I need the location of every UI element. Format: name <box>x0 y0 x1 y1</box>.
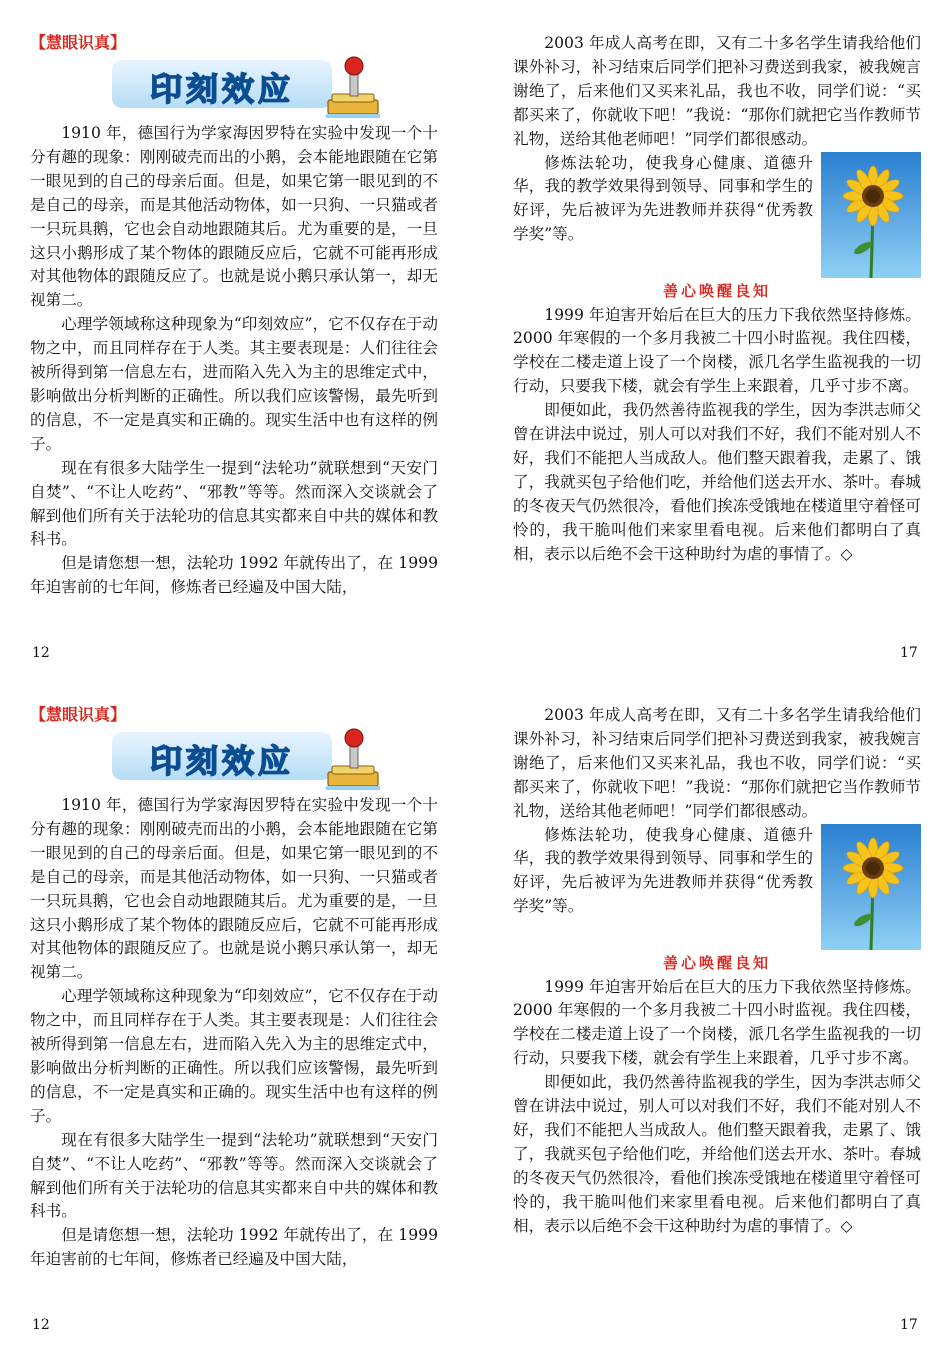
right-paragraph-2: 修炼法轮功，使我身心健康、道德升华，我的教学效果得到领导、同事和学生的好评，先后被评为先进教师并获得“优秀教学奖”等。 <box>513 825 813 916</box>
page-number-right: 17 <box>900 1317 918 1333</box>
left-paragraph-2: 心理学领域称这种现象为“印刻效应”，它不仅存在于动物之中，而且同样存在于人类。其主要表现是：人们往往会被所得到第一信息左右，进而陷入先入为主的思维定式中，影响做出分析判断的正确性。所以我们应该警惕，最先听到的信息，不一定是真实和正确的。现实生活中也有这样的例子。 <box>30 315 438 453</box>
right-paragraph-4: 即便如此，我仍然善待监视我的学生，因为李洪志师父曾在讲法中说过，别人可以对我们不好，我们不能对别人不好，我们不能把人当成敌人。他们整天跟着我，走累了、饿了，我就买包子给他们吃，并给他们送去开水、茶叶。春城的冬夜天气仍然很冷，看他们挨冻受饿地在楼道里守着怪可怜的，我干脆叫他们来家里看电视。后来他们都明白了真相，表示以后绝不会干这种助纣为虐的事情了。◇ <box>513 1073 921 1235</box>
spread-sheet-top <box>0 0 950 672</box>
page-number-left: 12 <box>32 1317 50 1333</box>
section-subheading: 善心唤醒良知 <box>662 953 771 972</box>
stamp-icon <box>326 726 380 792</box>
banner-title: 印刻效应 <box>149 70 294 108</box>
column-tag: 【慧眼识真】 <box>30 33 127 52</box>
article-banner <box>30 54 438 120</box>
sunflower-image <box>821 824 921 950</box>
left-paragraph-1: 1910 年，德国行为学家海因罗特在实验中发现一个十分有趣的现象：刚刚破壳而出的小鹅，会本能地跟随在它第一眼见到的自己的母亲后面。但是，如果它第一眼见到的不是自己的母亲，而是其他活动物体，如一只狗、一只猫或者一只玩具鹅，它也会自动地跟随其后。尤为重要的是，一旦这只小鹅形成了某个物体的跟随反应后，它就不可能再形成对其他物体的跟随反应了。也就是说小鹅只承认第一，却无视第二。 <box>30 796 438 982</box>
column-tag: 【慧眼识真】 <box>30 705 127 724</box>
left-paragraph-1: 1910 年，德国行为学家海因罗特在实验中发现一个十分有趣的现象：刚刚破壳而出的小鹅，会本能地跟随在它第一眼见到的自己的母亲后面。但是，如果它第一眼见到的不是自己的母亲，而是其他活动物体，如一只狗、一只猫或者一只玩具鹅，它也会自动地跟随其后。尤为重要的是，一旦这只小鹅形成了某个物体的跟随反应后，它就不可能再形成对其他物体的跟随反应了。也就是说小鹅只承认第一，却无视第二。 <box>30 124 438 310</box>
right-page-column <box>513 32 921 567</box>
right-paragraph-3: 1999 年迫害开始后在巨大的压力下我依然坚持修炼。2000 年寒假的一个多月我被二十四小时监视。我住四楼，学校在二楼走道上设了一个岗楼，派几名学生监视我的一切行动，只要我下楼，就会有学生上来跟着，几乎寸步不离。 <box>513 977 921 1068</box>
page-number-left: 12 <box>32 645 50 661</box>
left-paragraph-4: 但是请您想一想，法轮功 1992 年就传出了，在 1999 年迫害前的七年间，修炼者已经遍及中国大陆， <box>30 1226 438 1269</box>
left-page-column <box>30 704 438 1272</box>
banner-title-box <box>112 60 332 108</box>
right-paragraph-1: 2003 年成人高考在即，又有二十多名学生请我给他们课外补习，补习结束后同学们把补习费送到我家，被我婉言谢绝了，后来他们又买来礼品，我也不收，同学们说：“买都买来了，你就收下吧！”我说：“那你们就把它当作教师节礼物，送给其他老师吧！”同学们都很感动。 <box>513 34 921 148</box>
page-number-right: 17 <box>900 645 918 661</box>
article-banner <box>30 726 438 792</box>
spread-sheet-bottom <box>0 672 950 1344</box>
left-paragraph-4: 但是请您想一想，法轮功 1992 年就传出了，在 1999 年迫害前的七年间，修炼者已经遍及中国大陆， <box>30 554 438 597</box>
right-page-column <box>513 704 921 1239</box>
left-paragraph-2: 心理学领域称这种现象为“印刻效应”，它不仅存在于动物之中，而且同样存在于人类。其主要表现是：人们往往会被所得到第一信息左右，进而陷入先入为主的思维定式中，影响做出分析判断的正确性。所以我们应该警惕，最先听到的信息，不一定是真实和正确的。现实生活中也有这样的例子。 <box>30 987 438 1125</box>
stamp-icon <box>326 54 380 120</box>
sunflower-image <box>821 152 921 278</box>
banner-title-box <box>112 732 332 780</box>
section-subheading: 善心唤醒良知 <box>662 281 771 300</box>
left-paragraph-3: 现在有很多大陆学生一提到“法轮功”就联想到“天安门自焚”、“不让人吃药”、“邪教”等等。然而深入交谈就会了解到他们所有关于法轮功的信息其实都来自中共的媒体和教科书。 <box>30 458 438 549</box>
banner-title: 印刻效应 <box>149 742 294 780</box>
left-page-column <box>30 32 438 600</box>
right-paragraph-3: 1999 年迫害开始后在巨大的压力下我依然坚持修炼。2000 年寒假的一个多月我被二十四小时监视。我住四楼，学校在二楼走道上设了一个岗楼，派几名学生监视我的一切行动，只要我下楼，就会有学生上来跟着，几乎寸步不离。 <box>513 305 921 396</box>
right-paragraph-1: 2003 年成人高考在即，又有二十多名学生请我给他们课外补习，补习结束后同学们把补习费送到我家，被我婉言谢绝了，后来他们又买来礼品，我也不收，同学们说：“买都买来了，你就收下吧！”我说：“那你们就把它当作教师节礼物，送给其他老师吧！”同学们都很感动。 <box>513 706 921 820</box>
left-paragraph-3: 现在有很多大陆学生一提到“法轮功”就联想到“天安门自焚”、“不让人吃药”、“邪教”等等。然而深入交谈就会了解到他们所有关于法轮功的信息其实都来自中共的媒体和教科书。 <box>30 1130 438 1221</box>
right-paragraph-4: 即便如此，我仍然善待监视我的学生，因为李洪志师父曾在讲法中说过，别人可以对我们不好，我们不能对别人不好，我们不能把人当成敌人。他们整天跟着我，走累了、饿了，我就买包子给他们吃，并给他们送去开水、茶叶。春城的冬夜天气仍然很冷，看他们挨冻受饿地在楼道里守着怪可怜的，我干脆叫他们来家里看电视。后来他们都明白了真相，表示以后绝不会干这种助纣为虐的事情了。◇ <box>513 401 921 563</box>
right-paragraph-2: 修炼法轮功，使我身心健康、道德升华，我的教学效果得到领导、同事和学生的好评，先后被评为先进教师并获得“优秀教学奖”等。 <box>513 153 813 244</box>
